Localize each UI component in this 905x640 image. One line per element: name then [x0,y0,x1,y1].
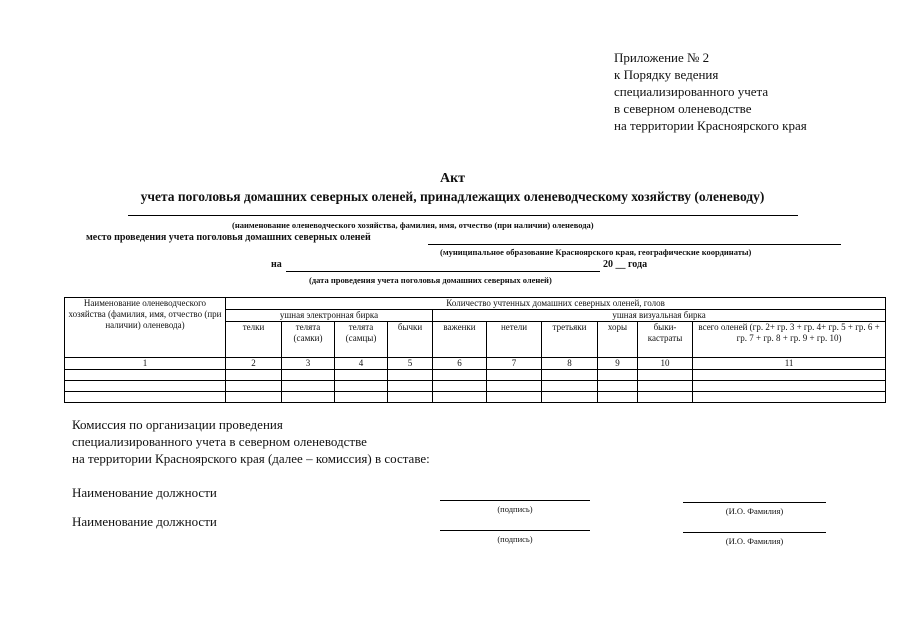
column-number: 7 [487,358,542,370]
column-header: телки [226,322,282,358]
date-caption: (дата проведения учета поголовья домашних северных оленей) [309,275,552,285]
column-number: 9 [598,358,638,370]
signature-line [440,530,590,531]
signature-line [440,500,590,501]
commission-block [72,416,430,467]
appendix-line: специализированного учета [614,84,769,99]
commission-line: специализированного учета в северном оленеводстве [72,434,367,449]
act-subtitle: учета поголовья домашних северных оленей, принадлежащих оленеводческому хозяйству (оленеводу) [140,189,765,204]
column-number: 1 [65,358,226,370]
signature-caption: (подпись) [497,534,533,544]
appendix-line: Приложение № 2 [614,50,710,65]
appendix-line: в северном оленеводстве [614,101,752,116]
column-header: хоры [598,322,638,358]
column-number: 11 [693,358,886,370]
name-caption: (И.О. Фамилия) [725,536,784,546]
appendix-line: на территории Красноярского края [614,118,807,133]
column-header: быки-кастраты [638,322,693,358]
place-label: место проведения учета поголовья домашних северных оленей [86,232,371,243]
column-header: всего оленей (гр. 2+ гр. 3 + гр. 4+ гр. 5 + гр. 6 + гр. 7 + гр. 8 + гр. 9 + гр. 10) [693,322,886,358]
place-caption: (муниципальное образование Красноярского края, географические координаты) [440,247,752,257]
act-title: Акт [439,171,466,186]
date-fill-line [286,260,600,272]
owner-caption: (наименование оленеводческого хозяйства, фамилия, имя, отчество (при наличии) оленевода) [232,220,594,230]
column-header: третьяки [542,322,598,358]
signature-caption: (подпись) [497,504,533,514]
position-label: Наименование должности [72,514,217,529]
count-header: Количество учтенных домашних северных оленей, голов [226,298,886,310]
owner-header: Наименование оленеводческого хозяйства (фамилия, имя, отчество (при наличии) оленевода) [65,298,226,358]
appendix-line: к Порядку ведения [614,67,719,82]
name-caption: (И.О. Фамилия) [725,506,784,516]
table-row [65,392,886,403]
column-header: нетели [487,322,542,358]
group-visual-header: ушная визуальная бирка [433,310,886,322]
column-header: телята (самцы) [335,322,388,358]
position-label: Наименование должности [72,485,217,500]
column-number: 2 [226,358,282,370]
column-number: 10 [638,358,693,370]
owner-fill-line [128,205,798,216]
column-number: 8 [542,358,598,370]
appendix-block [614,49,807,134]
place-fill-line [428,233,841,245]
column-number: 5 [388,358,433,370]
column-number: 4 [335,358,388,370]
column-header: бычки [388,322,433,358]
column-header: важенки [433,322,487,358]
table-row [65,370,886,381]
table-row [65,381,886,392]
deer-count-table [64,297,886,403]
name-line [683,532,826,533]
commission-line: на территории Красноярского края (далее – комиссия) в составе: [72,451,430,466]
date-prefix: на [271,259,282,270]
name-line [683,502,826,503]
column-number: 3 [282,358,335,370]
group-electronic-header: ушная электронная бирка [226,310,433,322]
date-year: 20 __ года [603,259,648,270]
column-number: 6 [433,358,487,370]
commission-line: Комиссия по организации проведения [72,417,283,432]
column-header: телята (самки) [282,322,335,358]
